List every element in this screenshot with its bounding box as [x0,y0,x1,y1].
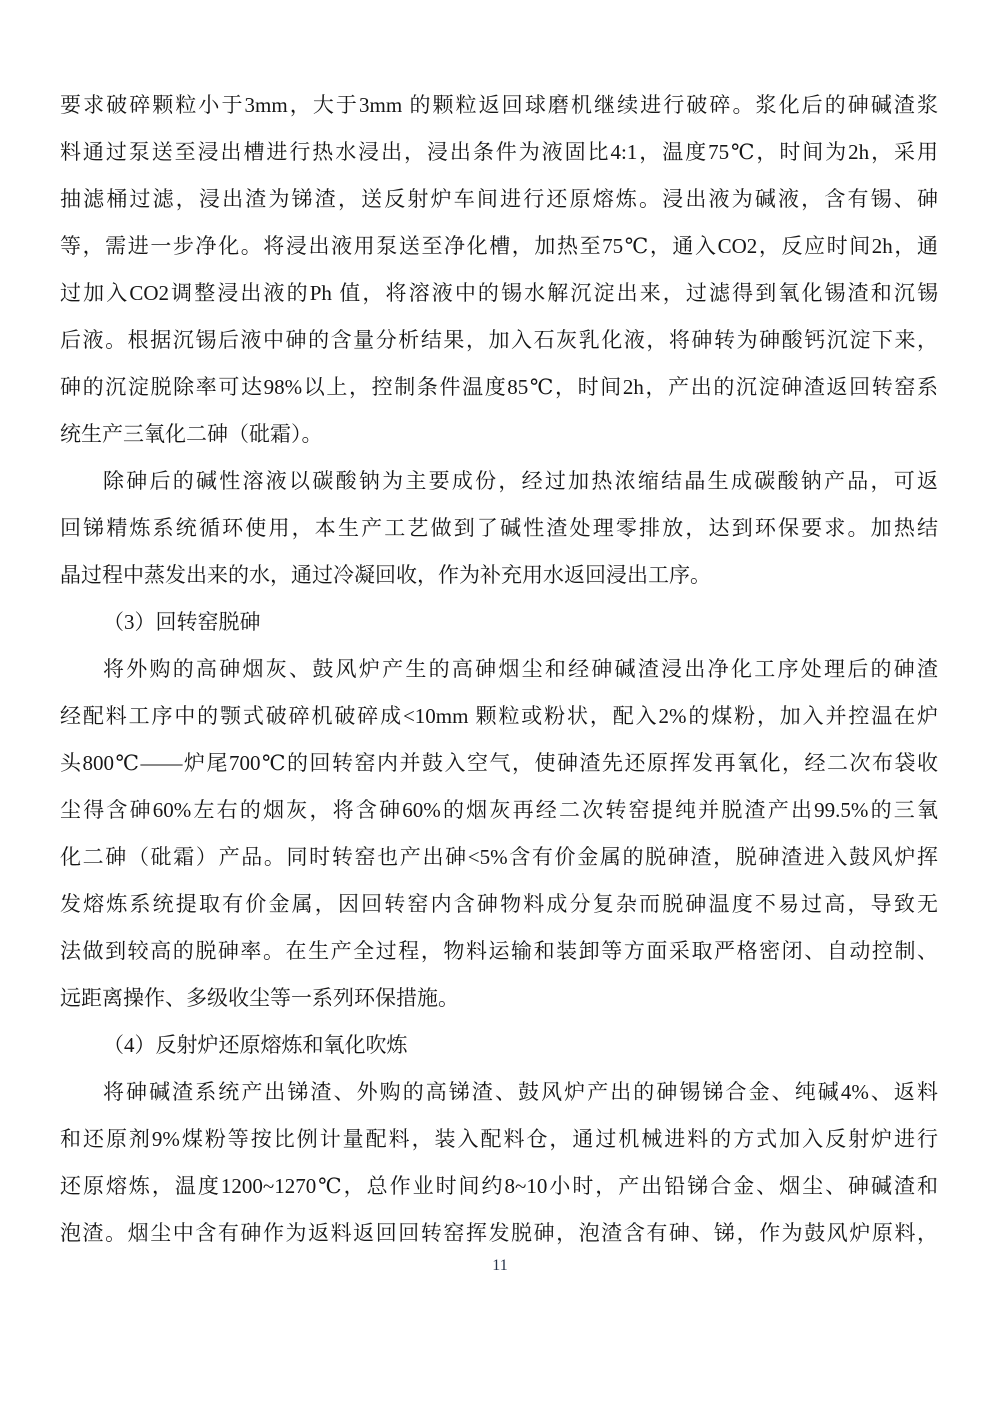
text-line: 砷的沉淀脱除率可达98%以上，控制条件温度85℃，时间2h，产出的沉淀砷渣返回转窑系 [60,375,938,399]
text-line: 后液。根据沉锡后液中砷的含量分析结果，加入石灰乳化液，将砷转为砷酸钙沉淀下来， [60,328,938,352]
text-line: 和还原剂9%煤粉等按比例计量配料，装入配料仓，通过机械进料的方式加入反射炉进行 [60,1127,938,1151]
text-line: 抽滤桶过滤，浸出渣为锑渣，送反射炉车间进行还原熔炼。浸出液为碱液，含有锡、砷 [60,187,938,211]
text-line: 泡渣。烟尘中含有砷作为返料返回回转窑挥发脱砷，泡渣含有砷、锑，作为鼓风炉原料， [60,1221,938,1245]
text-line: 将外购的高砷烟灰、鼓风炉产生的高砷烟尘和经砷碱渣浸出净化工序处理后的砷渣 [103,657,938,681]
section-heading: （3）回转窑脱砷 [103,610,261,634]
text-line: 要求破碎颗粒小于3mm，大于3mm 的颗粒返回球磨机继续进行破碎。浆化后的砷碱渣浆 [60,93,938,117]
text-line: 回锑精炼系统循环使用，本生产工艺做到了碱性渣处理零排放，达到环保要求。加热结 [60,516,938,540]
text-line: 法做到较高的脱砷率。在生产全过程，物料运输和装卸等方面采取严格密闭、自动控制、 [60,939,938,963]
text-line: 料通过泵送至浸出槽进行热水浸出，浸出条件为液固比4:1，温度75℃，时间为2h，采用 [60,140,938,164]
text-line: 过加入CO2调整浸出液的Ph 值，将溶液中的锡水解沉淀出来，过滤得到氧化锡渣和沉锡 [60,281,938,305]
text-line: 等，需进一步净化。将浸出液用泵送至净化槽，加热至75℃，通入CO2，反应时间2h，通 [60,234,938,258]
text-line: 晶过程中蒸发出来的水，通过冷凝回收，作为补充用水返回浸出工序。 [60,563,711,587]
text-line: 除砷后的碱性溶液以碳酸钠为主要成份，经过加热浓缩结晶生成碳酸钠产品，可返 [103,469,938,493]
section-heading: （4）反射炉还原熔炼和氧化吹炼 [103,1033,408,1057]
text-line: 化二砷（砒霜）产品。同时转窑也产出砷<5%含有价金属的脱砷渣，脱砷渣进入鼓风炉挥 [60,845,938,869]
text-line: 将砷碱渣系统产出锑渣、外购的高锑渣、鼓风炉产出的砷锡锑合金、纯碱4%、返料 [103,1080,938,1104]
text-line: 头800℃——炉尾700℃的回转窑内并鼓入空气，使砷渣先还原挥发再氧化，经二次布袋收 [60,751,938,775]
text-line: 远距离操作、多级收尘等一系列环保措施。 [60,986,459,1010]
text-block [60,82,938,1257]
page-number: 11 [492,1257,508,1274]
text-line: 尘得含砷60%左右的烟灰，将含砷60%的烟灰再经二次转窑提纯并脱渣产出99.5%的三氧 [60,798,938,822]
text-line: 统生产三氧化二砷（砒霜）。 [60,422,323,446]
text-line: 经配料工序中的颚式破碎机破碎成<10mm 颗粒或粉状，配入2%的煤粉，加入并控温在炉 [60,704,938,728]
text-line: 发熔炼系统提取有价金属，因回转窑内含砷物料成分复杂而脱砷温度不易过高，导致无 [60,892,938,916]
text-line: 还原熔炼，温度1200~1270℃，总作业时间约8~10小时，产出铅锑合金、烟尘、砷碱渣和 [60,1174,938,1198]
